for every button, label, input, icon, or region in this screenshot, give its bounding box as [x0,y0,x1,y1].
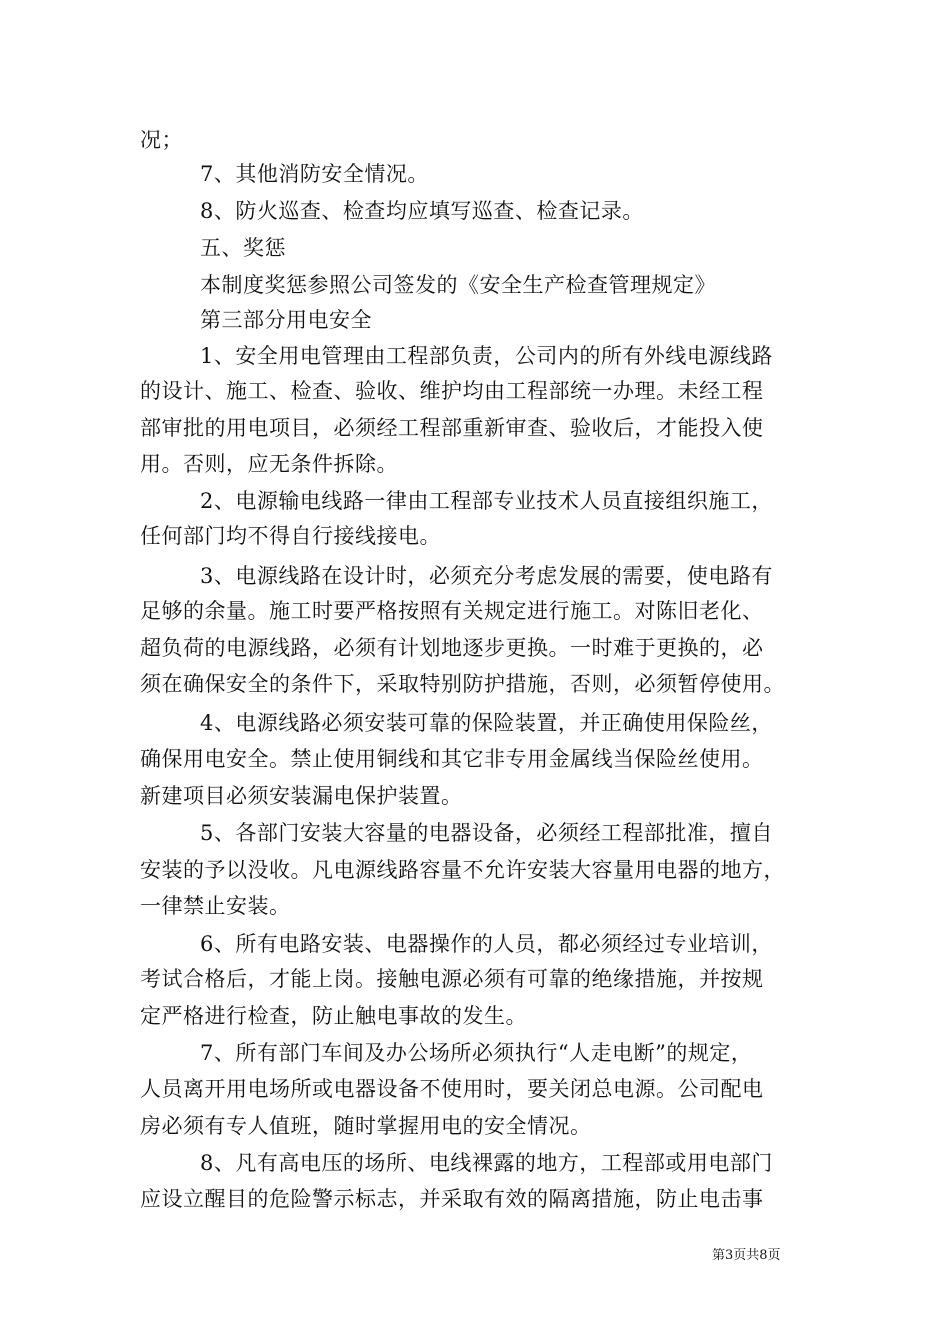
text-line: 6、所有电路安装、电器操作的人员，都必须经过专业培训， [200,932,773,956]
text-line: 人员离开用电场所或电器设备不使用时，要关闭总电源。公司配电 [140,1077,764,1101]
text-line: 8、凡有高电压的场所、电线裸露的地方，工程部或用电部门 [200,1151,773,1175]
part-heading: 第三部分用电安全 [200,308,372,332]
text-line: 的设计、施工、检查、验收、维护均由工程部统一办理。未经工程 [140,379,764,403]
text-line: 超负荷的电源线路，必须有计划地逐步更换。一时难于更换的，必 [140,636,764,660]
text-line: 部审批的用电项目，必须经工程部重新审查、验收后，才能投入使 [140,416,764,440]
text-line: 本制度奖惩参照公司签发的《安全生产检查管理规定》 [200,273,716,297]
text-line: 新建项目必须安装漏电保护装置。 [140,784,463,808]
text-line: 1、安全用电管理由工程部负责，公司内的所有外线电源线路 [200,344,773,368]
text-line: 确保用电安全。禁止使用铜线和其它非专用金属线当保险丝使用。 [140,747,764,771]
text-line: 房必须有专人值班，随时掌握用电的安全情况。 [140,1114,592,1138]
text-line: 应设立醒目的危险警示标志，并采取有效的隔离措施，防止电击事 [140,1187,764,1211]
text-line: 须在确保安全的条件下，采取特别防护措施，否则，必须暂停使用。 [140,672,785,696]
text-line: 安装的予以没收。凡电源线路容量不允许安装大容量用电器的地方， [140,858,785,882]
text-line: 7、所有部门车间及办公场所必须执行“人走电断”的规定， [200,1041,753,1065]
text-line: 5、各部门安装大容量的电器设备，必须经工程部批准，擅自 [200,821,773,845]
page-number-footer: 第3页共8页 [712,1248,781,1263]
text-line: 7、其他消防安全情况。 [200,162,429,186]
text-line: 用。否则，应无条件拆除。 [140,452,398,476]
text-line: 一律禁止安装。 [140,894,291,918]
text-line: 3、电源线路在设计时，必须充分考虑发展的需要，使电路有 [200,564,773,588]
text-line: 4、电源线路必须安装可靠的保险装置，并正确使用保险丝， [200,711,773,735]
text-line: 8、防火巡查、检查均应填写巡查、检查记录。 [200,199,644,223]
text-line: 足够的余量。施工时要严格按照有关规定进行施工。对陈旧老化、 [140,599,764,623]
text-line: 2、电源输电线路一律由工程部专业技术人员直接组织施工， [200,489,773,513]
section-heading: 五、奖惩 [200,236,286,260]
text-line: 考试合格后，才能上岗。接触电源必须有可靠的绝缘措施，并按规 [140,967,764,991]
text-line: 定严格进行检查，防止触电事故的发生。 [140,1004,527,1028]
text-line: 任何部门均不得自行接线接电。 [140,524,441,548]
text-line: 况； [140,128,183,152]
